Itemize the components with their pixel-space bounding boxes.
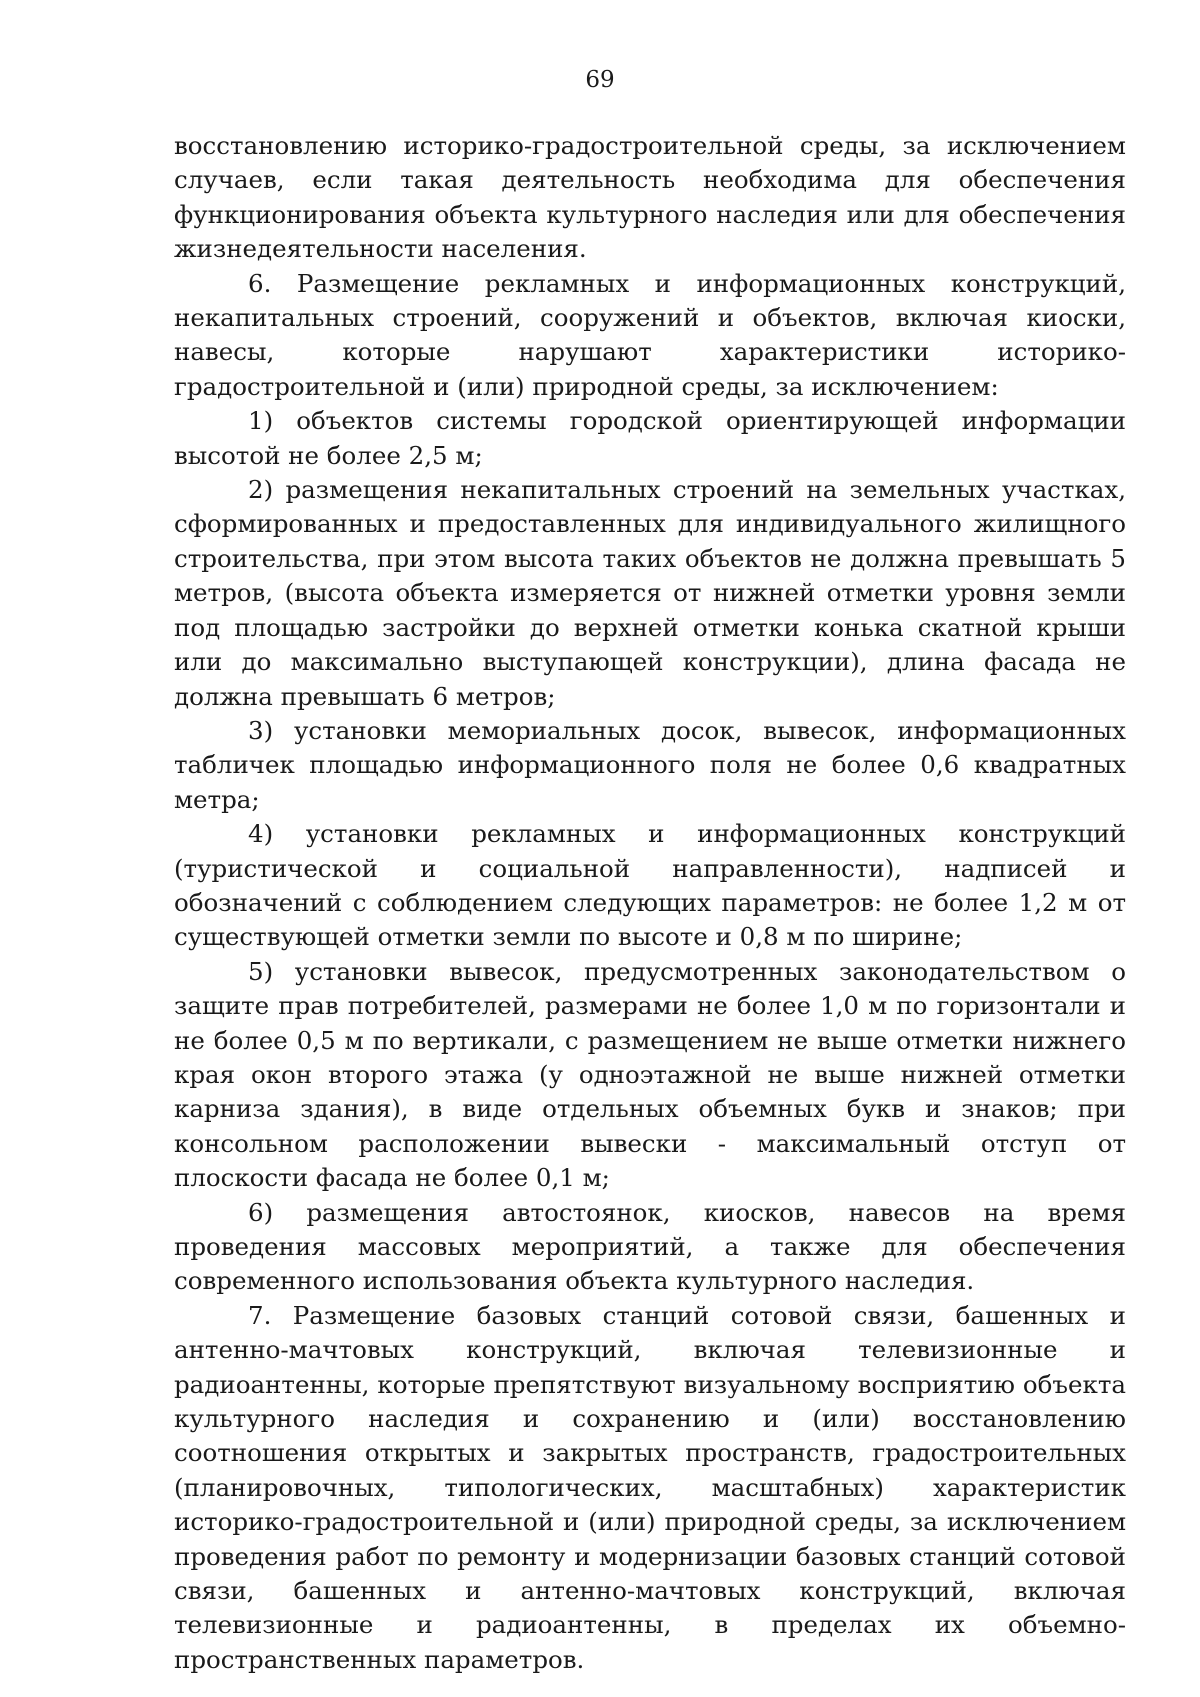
paragraph-item-7: 7. Размещение базовых станций сотовой связи, башенных и антенно-мачтовых конструкций, включая телевизионные и радиоантенны, которые препятствуют визуальному восприятию объекта культурного наследия и сохранению и (или) восстановлению соотношения открытых и закрытых пространств, градостроительных (планировочных, типологических, масштабных) характеристик историко-градостроительной и (или) природной среды, за исключением проведения работ по ремонту и модернизации базовых станций сотовой связи, башенных и антенно-мачтовых конструкций, включая телевизионные и радиоантенны, в пределах их объемно-пространственных параметров. [174, 1300, 1126, 1674]
paragraph-subitem-2: 2) размещения некапитальных строений на земельных участках, сформированных и предоставленных для индивидуального жилищного строительства, при этом высота таких объектов не должна превышать 5 метров, (высота объекта измеряется от нижней отметки уровня земли под площадью застройки до верхней отметки конька скатной крыши или до максимально выступающей конструкции), длина фасада не должна превышать 6 метров; [174, 475, 1126, 711]
paragraph-item-6: 6. Размещение рекламных и информационных конструкций, некапитальных строений, сооружений и объектов, включая киоски, навесы, которые нарушают характеристики историко-градостроительной и (или) природной среды, за исключением: [174, 268, 1126, 401]
paragraph-subitem-6: 6) размещения автостоянок, киосков, навесов на время проведения массовых мероприятий, а также для обеспечения современного использования объекта культурного наследия. [174, 1197, 1126, 1296]
paragraph-subitem-5: 5) установки вывесок, предусмотренных законодательством о защите прав потребителей, размерами не более 1,0 м по горизонтали и не более 0,5 м по вертикали, с размещением не выше отметки нижнего края окон второго этажа (у одноэтажной не выше нижней отметки карниза здания), в виде отдельных объемных букв и знаков; при консольном расположении вывески - максимальный отступ от плоскости фасада не более 0,1 м; [174, 956, 1126, 1193]
body-text [174, 129, 1126, 1677]
paragraph-continuation: восстановлению историко-градостроительной среды, за исключением случаев, если такая деятельность необходима для обеспечения функционирования объекта культурного наследия или для обеспечения жизнедеятельности населения. [174, 131, 1126, 264]
paragraph-subitem-4: 4) установки рекламных и информационных конструкций (туристической и социальной направленности), надписей и обозначений с соблюдением следующих параметров: не более 1,2 м от существующей отметки земли по высоте и 0,8 м по ширине; [174, 819, 1126, 952]
paragraph-subitem-1: 1) объектов системы городской ориентирующей информации высотой не более 2,5 м; [174, 406, 1126, 470]
page-number: 69 [585, 67, 615, 93]
paragraph-subitem-3: 3) установки мемориальных досок, вывесок, информационных табличек площадью информационного поля не более 0,6 квадратных метра; [174, 715, 1126, 814]
